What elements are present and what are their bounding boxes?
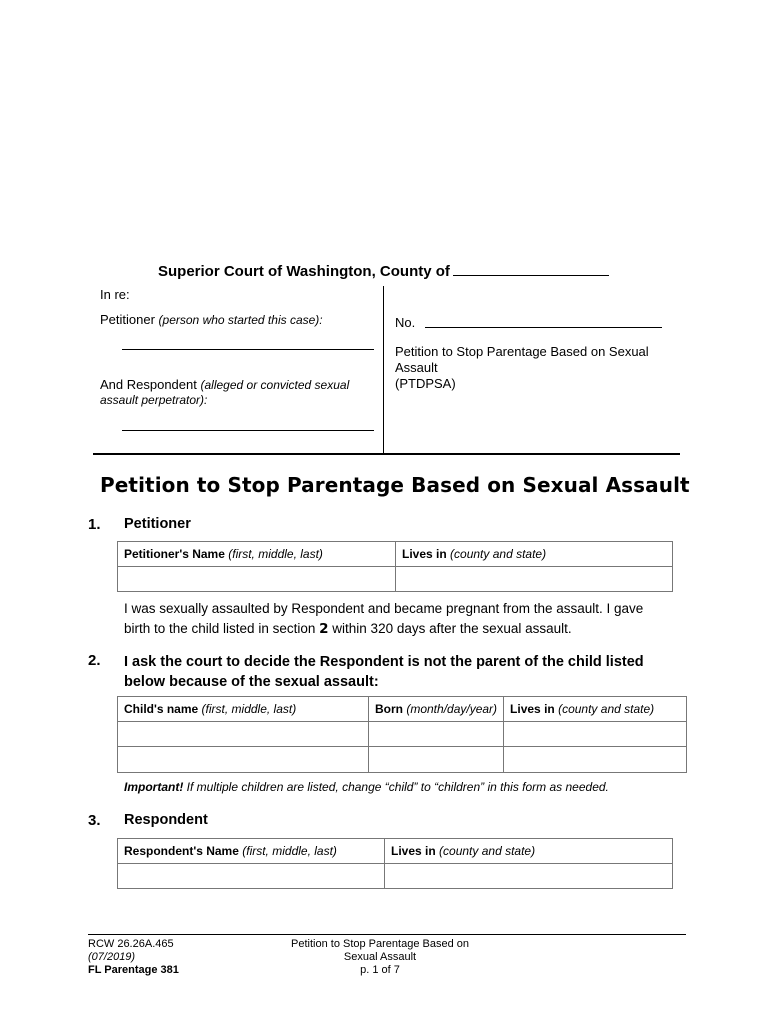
- page-title: Petition to Stop Parentage Based on Sexual Assault: [100, 473, 690, 497]
- footer-rule: [88, 934, 686, 935]
- child-born-cell[interactable]: [369, 747, 504, 773]
- petitioner-lives-cell[interactable]: [396, 567, 673, 592]
- county-blank[interactable]: [453, 262, 609, 276]
- child-lives-cell[interactable]: [504, 722, 687, 747]
- caption-divider: [383, 286, 384, 454]
- section-1-number: 1.: [88, 516, 101, 533]
- section-3-number: 3.: [88, 812, 101, 829]
- petitioner-name-line[interactable]: [122, 349, 374, 350]
- petitioner-name-header: Petitioner's Name (first, middle, last): [118, 542, 396, 567]
- respondent-name-line[interactable]: [122, 430, 374, 431]
- section-1-heading: Petitioner: [124, 516, 191, 532]
- caption-doc-title: Petition to Stop Parentage Based on Sexual Assault (PTDPSA): [395, 344, 649, 391]
- child-born-header: Born (month/day/year): [369, 697, 504, 722]
- respondent-name-header: Respondent's Name (first, middle, last): [118, 839, 385, 864]
- section-1-statement: I was sexually assaulted by Respondent and became pregnant from the assault. I gave birth to the child listed in section 2 within 320 days after the sexual assault.: [124, 601, 644, 637]
- section-2-number: 2.: [88, 652, 101, 669]
- child-name-cell[interactable]: [118, 747, 369, 773]
- respondent-lives-header: Lives in (county and state): [385, 839, 673, 864]
- case-no-label: No.: [395, 315, 416, 330]
- important-note: Important! If multiple children are listed, change “child” to “children” in this form as needed.: [124, 780, 609, 794]
- court-title: Superior Court of Washington, County of: [158, 262, 609, 280]
- respondent-table: [117, 838, 673, 889]
- in-re-label: In re:: [100, 287, 130, 302]
- respondent-lives-cell[interactable]: [385, 864, 673, 889]
- respondent-label: And Respondent (alleged or convicted sexual: [100, 377, 350, 392]
- respondent-name-cell[interactable]: [118, 864, 385, 889]
- caption-separator: [93, 453, 680, 455]
- footer-left: RCW 26.26A.465 (07/2019) FL Parentage 381: [88, 938, 179, 976]
- petitioner-name-cell[interactable]: [118, 567, 396, 592]
- child-lives-header: Lives in (county and state): [504, 697, 687, 722]
- child-lives-cell[interactable]: [504, 747, 687, 773]
- case-number-line[interactable]: [425, 327, 662, 328]
- children-table: [117, 696, 687, 773]
- section-3-heading: Respondent: [124, 812, 208, 828]
- petitioner-lives-header: Lives in (county and state): [396, 542, 673, 567]
- section-2-heading: I ask the court to decide the Respondent is not the parent of the child listed below because of the sexual assault:: [124, 654, 644, 690]
- footer-center: Petition to Stop Parentage Based on Sexual Assault p. 1 of 7: [291, 938, 469, 976]
- petitioner-table: [117, 541, 673, 592]
- petitioner-label: Petitioner (person who started this case):: [100, 312, 323, 327]
- respondent-hint: assault perpetrator):: [100, 393, 208, 407]
- child-name-header: Child's name (first, middle, last): [118, 697, 369, 722]
- child-name-cell[interactable]: [118, 722, 369, 747]
- child-born-cell[interactable]: [369, 722, 504, 747]
